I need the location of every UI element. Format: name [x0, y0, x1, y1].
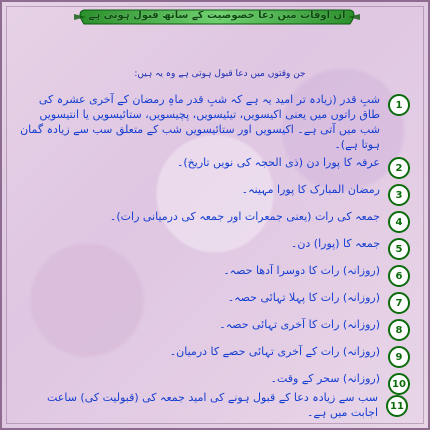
item-text: جمعہ کی رات (یعنی جمعرات اور جمعہ کی درمیانی رات)۔: [109, 210, 380, 223]
list-item-1: [18, 92, 410, 152]
banner-title-wrap: [74, 2, 360, 30]
item-number-badge: 2: [388, 157, 410, 179]
times-list: [18, 92, 410, 395]
item-number-badge: 7: [388, 292, 410, 314]
item-text: جمعہ کا (پورا) دن۔: [290, 237, 380, 250]
item-number-badge: 10: [388, 373, 410, 395]
item-number-badge: 11: [386, 395, 408, 417]
list-item-8: [18, 317, 410, 341]
item-number-badge: 3: [388, 184, 410, 206]
item-text: (روزانہ) رات کا آخری تہائی حصہ۔: [219, 318, 380, 331]
item-number-badge: 6: [388, 265, 410, 287]
footer-line: [26, 390, 408, 420]
footer-text: سب سے زیادہ دعا کے قبول ہونے کی امید جمعہ کی (قبولیت کی) ساعت اجابت میں ہے۔: [46, 391, 378, 419]
banner-title: ان اوقات میں دعا خصوصیت کے ساتھ قبول ہوتی ہے: [88, 9, 346, 21]
item-text: (روزانہ) سحر کے وقت۔: [270, 372, 380, 385]
item-number-badge: 5: [388, 238, 410, 260]
item-text: (روزانہ) رات کے آخری تہائی حصے کا درمیان۔: [169, 345, 380, 358]
item-text: عرفہ کا پورا دن (ذی الحجہ کی نویں تاریخ)۔: [176, 156, 380, 169]
list-item-3: [18, 182, 410, 206]
item-number-badge: 9: [388, 346, 410, 368]
list-item-6: [18, 263, 410, 287]
item-text: (روزانہ) رات کا پہلا تہائی حصہ۔: [227, 291, 380, 304]
intro-line: جن وقتوں میں دعا قبول ہوتی ہے وہ یہ ہیں:: [134, 69, 306, 79]
item-number-badge: 8: [388, 319, 410, 341]
item-number-badge: 1: [388, 94, 410, 116]
list-item-4: [18, 209, 410, 233]
item-number-badge: 4: [388, 211, 410, 233]
list-item-5: [18, 236, 410, 260]
item-text: (روزانہ) رات کا دوسرا آدھا حصہ۔: [223, 264, 380, 277]
item-text: رمضان المبارک کا پورا مہینہ۔: [241, 183, 380, 196]
list-item-7: [18, 290, 410, 314]
list-item-9: [18, 344, 410, 368]
list-item-2: [18, 155, 410, 179]
item-text: شبِ قدر (زیادہ تر امید یہ ہے کہ شبِ قدر ماہِ رمضان کے آخری عشرہ کی طاق راتوں میں یعنی اکیسویں، تیئیسویں، پچیسویں، ستائیسویں یا انتیسویں شب میں آتی ہے۔ اکیسویں اور ستائیسویں شب کے متعلق سب سے زیادہ گمان ہوتا ہے)۔: [20, 93, 380, 151]
